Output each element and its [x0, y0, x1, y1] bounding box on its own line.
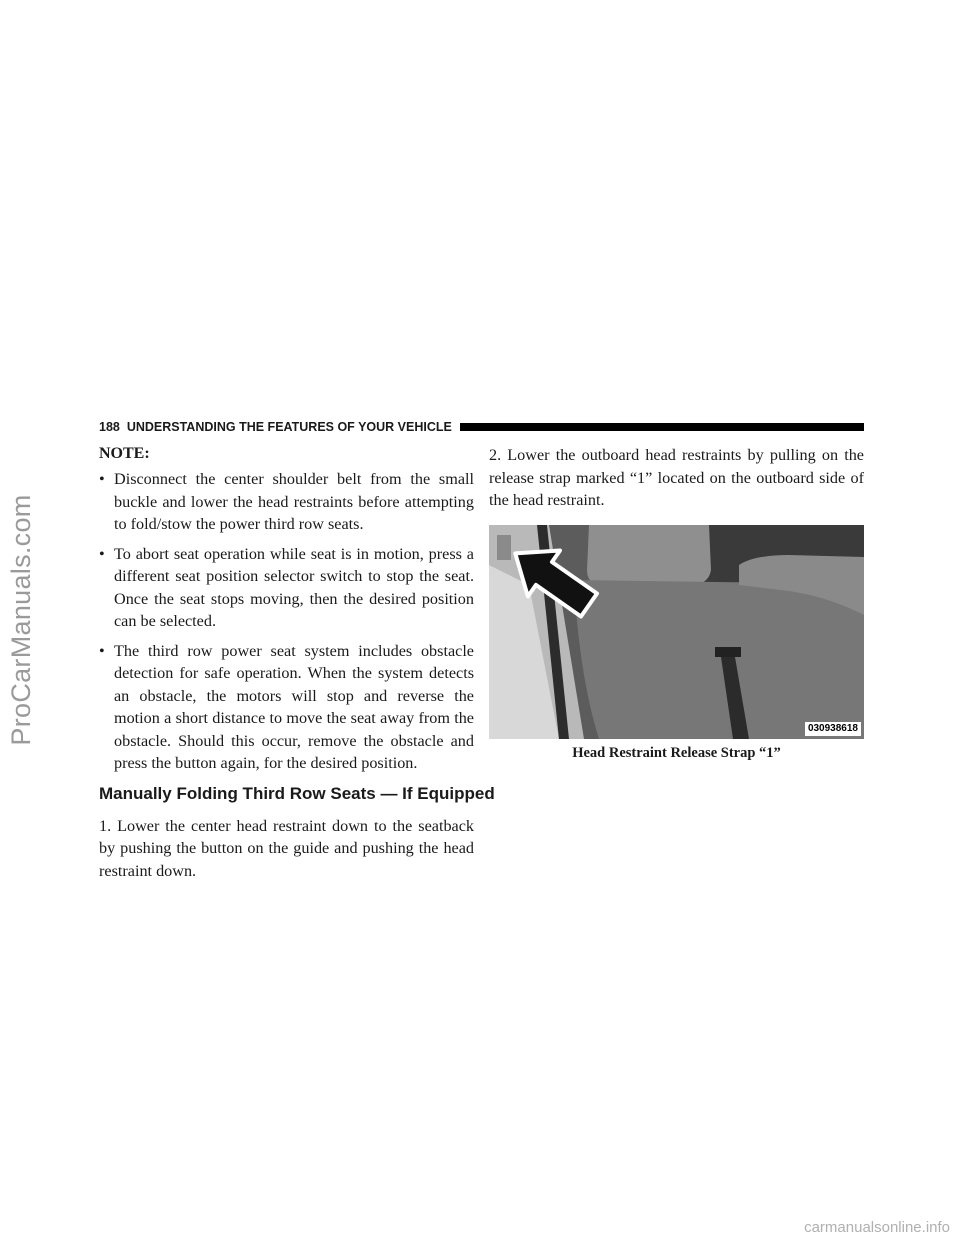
- bullet-text: To abort seat operation while seat is in motion, press a different seat position selector switch to stop the seat. Once the seat stops moving, then the desired position can be selected.: [114, 544, 474, 630]
- footer-watermark: carmanualsonline.info: [804, 1219, 950, 1236]
- photo-illustration: [489, 525, 864, 739]
- step-1-text: 1. Lower the center head restraint down to the seatback by pushing the button on the guide and pushing the head restraint down.: [99, 816, 474, 880]
- section-heading: Manually Folding Third Row Seats — If Equipped: [99, 783, 495, 803]
- figure-caption: Head Restraint Release Strap “1”: [572, 744, 781, 761]
- bullet-icon: •: [99, 641, 105, 660]
- page-header: [99, 419, 864, 435]
- note-list: [99, 468, 474, 775]
- right-column: [489, 444, 864, 762]
- left-column: [99, 444, 495, 882]
- bullet-text: The third row power seat system includes obstacle detection for safe operation. When the system detects an obstacle, the motors will stop and reverse the motion a short distance to move the seat away from the obstacle. Should this occur, remove the obstacle and press the button again, for the desired position.: [114, 641, 474, 772]
- list-item: [99, 468, 474, 536]
- step-2-text: 2. Lower the outboard head restraints by pulling on the release strap marked “1” located on the outboard side of the head restraint.: [489, 446, 864, 509]
- header-title: UNDERSTANDING THE FEATURES OF YOUR VEHICLE: [126, 420, 452, 434]
- list-item: [99, 543, 474, 633]
- note-title: NOTE:: [99, 445, 150, 462]
- header-text: [99, 420, 460, 434]
- figure-id: 030938618: [805, 722, 861, 736]
- bullet-icon: •: [99, 544, 105, 563]
- list-item: [99, 640, 474, 775]
- page-number: 188: [99, 420, 120, 434]
- head-restraint-photo: [489, 525, 864, 739]
- bullet-text: Disconnect the center shoulder belt from the small buckle and lower the head restraints before attempting to fold/stow the power third row seats.: [114, 470, 474, 533]
- side-watermark: ProCarManuals.com: [6, 494, 36, 746]
- header-rule: [460, 423, 864, 431]
- bullet-icon: •: [99, 470, 105, 488]
